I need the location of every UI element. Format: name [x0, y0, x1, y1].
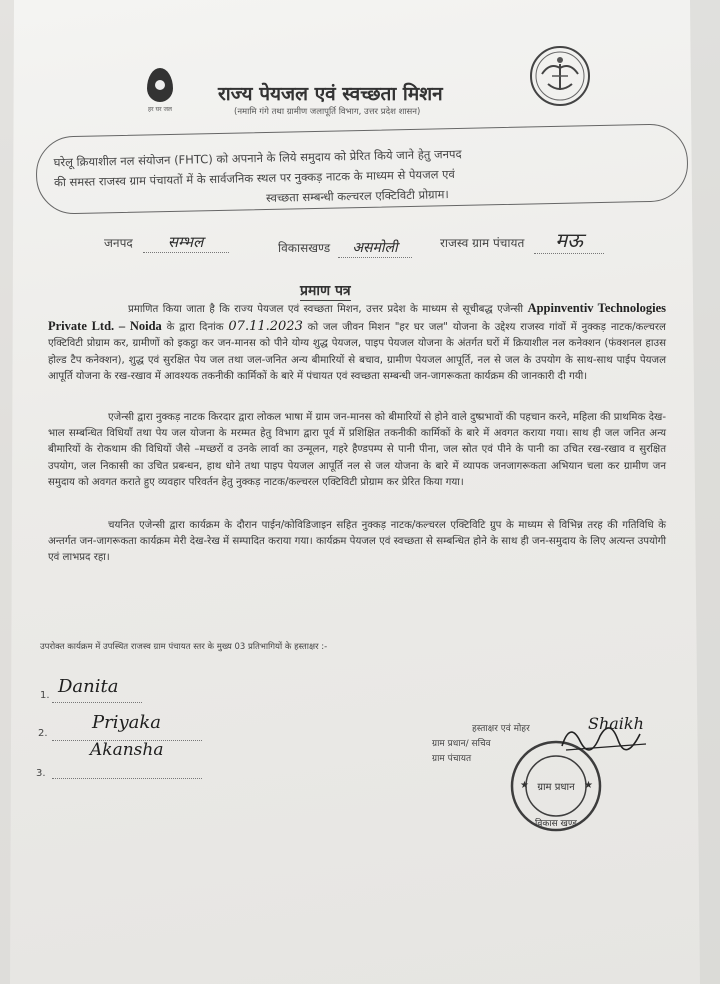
- village-label: राजस्व ग्राम पंचायत: [440, 236, 525, 250]
- signature-line-1: [52, 702, 142, 703]
- participant-number-2: 2.: [38, 728, 48, 739]
- org-title: राज्य पेयजल एवं स्वच्छता मिशन: [218, 83, 443, 105]
- jal-jeevan-logo: [130, 68, 190, 114]
- signature-scribble-icon: [560, 716, 650, 756]
- official-signature: Shaikh: [588, 714, 644, 733]
- sign-block-line-2: ग्राम पंचायत: [432, 754, 472, 764]
- participant-signature-1: Danita: [58, 676, 119, 697]
- stamp-center-text: ग्राम प्रधान: [537, 782, 575, 793]
- banner-line-3: स्वच्छता सम्बन्धी कल्चरल एक्टिविटी प्रोग्राम।: [265, 187, 449, 205]
- certificate-paragraph-3: चयनित एजेन्सी द्वारा कार्यक्रम के दौरान पाईन/कोविडिजाइन सहित नुक्कड़ नाटक/कल्चरल एक्टिविटि ग्रुप के माध्यम से विभिन्न तरह की गतिविधि के अन्तर्गत जन-जागरूकता कार्यक्रम मेरी देख-रेख में सम्पादित कराया गया। कार्यक्रम पेयजल एवं स्वच्छता से सम्बन्धित होने के साथ ही जन-समुदाय के लिए अत्यन्त उपयोगी एवं लाभप्रद रहा।: [48, 520, 666, 564]
- participant-signature-3: Akansha: [90, 740, 164, 760]
- banner-line-2: की समस्त राजस्व ग्राम पंचायतों में के सार्वजनिक स्थल पर नुक्कड़ नाटक के माध्यम से पेयजल एवं: [53, 166, 456, 190]
- block-label: विकासखण्ड: [278, 241, 331, 255]
- participant-number-3: 3.: [36, 768, 46, 779]
- water-drop-icon: [147, 68, 173, 102]
- village-value: मऊ: [534, 226, 604, 254]
- certificate-title: प्रमाण पत्र: [300, 283, 351, 299]
- logo-tagline: हर घर जल: [148, 106, 172, 113]
- district-label: जनपद: [104, 236, 133, 250]
- sign-block-heading: हस्ताक्षर एवं मोहर: [472, 724, 530, 734]
- stamp-bottom-text: विकास खण्ड: [535, 819, 577, 829]
- stamp-star-right-icon: ★: [584, 780, 593, 791]
- sign-block-line-1: ग्राम प्रधान/ सचिव: [432, 739, 491, 749]
- attendance-note: उपरोक्त कार्यक्रम में उपस्थित राजस्व ग्राम पंचायत स्तर के मुख्य 03 प्रतिभागियों के हस्ताक्षर :-: [40, 642, 328, 652]
- banner-line-1: घरेलू क्रियाशील नल संयोजन (FHTC) को अपनाने के लिये समुदाय को प्रेरित किये जाने हेतु जनपद: [53, 146, 462, 170]
- state-emblem-icon: [528, 44, 592, 108]
- event-date: 07.11.2023: [228, 319, 303, 335]
- signature-line-3: [52, 778, 202, 779]
- district-field: [104, 232, 229, 253]
- certificate-paragraph-2: एजेन्सी द्वारा नुक्कड़ नाटक किरदार द्वारा लोकल भाषा में ग्राम जन-मानस को बीमारियों से होने वाले दुष्प्रभावों की पहचान करने, महिला की प्राथमिक देख-भाल सम्बन्धित विधियाँ तथा पेय जल योजना के मरम्मत हेतु विभाग द्वारा पूर्व में प्रशिक्षित तकनीकी कार्मिकों के बारे में अवगत कराया गया। साथ ही जल जनित अन्य बीमारियों के रोकथाम की विधियों जैसे –मच्छरों व उनके लार्वा का उन्मूलन, गहरे हैण्डपम्प से पानी पीना, जल स्रोत एवं पीने के पानी का उचित रख-रखाव व सुरक्षित उपयोग, जल निकासी का उचित प्रबन्धन, हाथ धोने तथा पाइप पेयजल आपूर्ति नल से जल योजना के बारे में व्यापक जनजागरूकता अभियान चला कर ग्रामीण जन समुदाय को अवगत कराते हुए व्यवहार परिवर्तन हेतु नुक्कड़ नाटक/कल्चरल एक्टिविटी प्रोग्राम कर प्रेरित किया गया।: [48, 412, 666, 488]
- village-field: [440, 226, 604, 254]
- participant-signature-2: Priyaka: [92, 712, 162, 733]
- district-value: सम्भल: [143, 232, 229, 253]
- participant-number-1: 1.: [40, 690, 50, 701]
- stamp-star-left-icon: ★: [520, 780, 529, 791]
- block-value: असमोली: [338, 238, 412, 258]
- agency-name: Appinventiv Technologies Private Ltd. – Noida: [48, 301, 666, 334]
- certificate-paragraph-1: [48, 300, 666, 385]
- block-field: [278, 238, 412, 258]
- program-banner: [53, 140, 660, 213]
- para1-part3: को जल जीवन मिशन "हर घर जल" योजना के उद्देश्य राजस्व गांवों में नुक्कड़ नाटक/कल्चरल एक्टिविटी प्रोग्राम कर, ग्रामीणों को इकट्ठा कर जन-मानस को पीने योग्य शुद्ध पेयजल, पाइप पेयजल योजना के अंतर्गत घरों में क्रियाशील नल कनेक्शन (फंक्शनल हाउस होल्ड टैप कनेक्शन), शुद्ध एवं सुरक्षित पेय जल तथा जल-जनित अन्य बीमारियों से बचाव, ग्रामीण पेयजल आपूर्ति, नल से जल के उपयोग के साथ-साथ पाईप पेयजल आपूर्ति योजना के रख-रखाव में आवश्यक तकनीकी कार्मिकों के बारे में पंचायत एवं स्वच्छता सम्बन्धी जन-जागरूकता कार्यक्रम की जानकारी दी गयी।: [48, 322, 666, 382]
- org-subtitle: (नमामि गंगे तथा ग्रामीण जलापूर्ति विभाग, उत्तर प्रदेश शासन): [234, 107, 421, 117]
- para1-part1: प्रमाणित किया जाता है कि राज्य पेयजल एवं स्वच्छता मिशन, उत्तर प्रदेश के माध्यम से सूचीबद्ध एजेन्सी: [128, 304, 524, 315]
- para1-part2: के द्वारा दिनांक: [166, 322, 224, 334]
